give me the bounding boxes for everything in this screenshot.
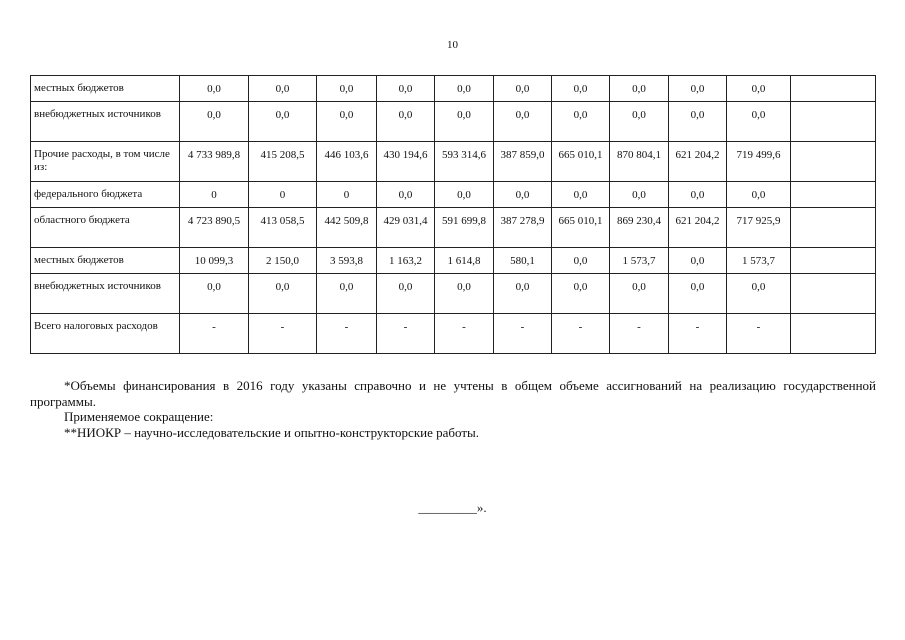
table-cell: 0: [249, 182, 317, 208]
table-cell: 0,0: [317, 102, 377, 142]
table-cell: -: [435, 314, 494, 354]
footnotes: [30, 378, 876, 440]
table-cell: 0,0: [249, 274, 317, 314]
table-cell: 446 103,6: [317, 142, 377, 182]
table-cell: 621 204,2: [669, 208, 727, 248]
table-cell: -: [610, 314, 669, 354]
table-row: [31, 182, 876, 208]
table-cell: 413 058,5: [249, 208, 317, 248]
table-cell: -: [552, 314, 610, 354]
table-cell: 0,0: [494, 274, 552, 314]
table-cell: [791, 208, 876, 248]
table-cell: 0,0: [317, 274, 377, 314]
table-row: [31, 102, 876, 142]
table-cell: 1 163,2: [377, 248, 435, 274]
table-row: [31, 248, 876, 274]
table-cell: 0,0: [180, 76, 249, 102]
table-cell: 0,0: [669, 182, 727, 208]
table-cell: 4 733 989,8: [180, 142, 249, 182]
table-cell: 0,0: [249, 76, 317, 102]
table-cell: 0,0: [669, 274, 727, 314]
row-label: местных бюджетов: [31, 248, 180, 274]
table-row: [31, 274, 876, 314]
table-cell: 0,0: [552, 76, 610, 102]
table-cell: 430 194,6: [377, 142, 435, 182]
table-cell: 593 314,6: [435, 142, 494, 182]
row-label: областного бюджета: [31, 208, 180, 248]
table-cell: 0,0: [727, 102, 791, 142]
table-cell: 0,0: [727, 76, 791, 102]
table-cell: 0,0: [435, 182, 494, 208]
table-cell: 591 699,8: [435, 208, 494, 248]
table-cell: 0,0: [669, 248, 727, 274]
table-cell: 0,0: [180, 102, 249, 142]
table-cell: 0,0: [552, 102, 610, 142]
table-cell: [791, 314, 876, 354]
table-cell: 429 031,4: [377, 208, 435, 248]
table-cell: [791, 248, 876, 274]
table-cell: 0,0: [435, 274, 494, 314]
table-cell: 0,0: [552, 182, 610, 208]
table-cell: -: [249, 314, 317, 354]
table-cell: 580,1: [494, 248, 552, 274]
row-label: федерального бюджета: [31, 182, 180, 208]
table-cell: -: [180, 314, 249, 354]
table-row: [31, 76, 876, 102]
table-cell: 2 150,0: [249, 248, 317, 274]
table-cell: [791, 274, 876, 314]
table-cell: 0,0: [494, 182, 552, 208]
table-cell: [791, 76, 876, 102]
table-cell: 0,0: [610, 102, 669, 142]
table-cell: 621 204,2: [669, 142, 727, 182]
table-body: [31, 76, 876, 354]
table-cell: 0: [180, 182, 249, 208]
table-cell: 0,0: [377, 182, 435, 208]
table-cell: 1 573,7: [727, 248, 791, 274]
table-cell: 870 804,1: [610, 142, 669, 182]
table-cell: -: [317, 314, 377, 354]
table-row: [31, 142, 876, 182]
table-cell: 387 859,0: [494, 142, 552, 182]
table-cell: 719 499,6: [727, 142, 791, 182]
table-cell: 0: [317, 182, 377, 208]
closing-line: _________».: [418, 500, 487, 515]
table-cell: 0,0: [435, 76, 494, 102]
table-cell: 387 278,9: [494, 208, 552, 248]
table-cell: 0,0: [552, 274, 610, 314]
table-cell: 0,0: [610, 76, 669, 102]
table-cell: 0,0: [180, 274, 249, 314]
table-cell: 0,0: [377, 76, 435, 102]
table-cell: 3 593,8: [317, 248, 377, 274]
table-cell: 665 010,1: [552, 208, 610, 248]
table-cell: -: [727, 314, 791, 354]
table-cell: 665 010,1: [552, 142, 610, 182]
table-cell: 0,0: [669, 102, 727, 142]
row-label: внебюджетных источников: [31, 274, 180, 314]
table-cell: 0,0: [727, 274, 791, 314]
table-cell: -: [494, 314, 552, 354]
table-cell: 0,0: [249, 102, 317, 142]
table-cell: 0,0: [377, 102, 435, 142]
table-cell: 1 614,8: [435, 248, 494, 274]
footnote-financing: *Объемы финансирования в 2016 году указаны справочно и не учтены в общем объеме ассигнований на реализацию государственной программы.: [30, 378, 876, 409]
table-cell: 442 509,8: [317, 208, 377, 248]
table-cell: [791, 102, 876, 142]
table-cell: 0,0: [494, 102, 552, 142]
table-cell: 0,0: [727, 182, 791, 208]
table-cell: 4 723 890,5: [180, 208, 249, 248]
table-cell: 0,0: [669, 76, 727, 102]
table-cell: 0,0: [610, 274, 669, 314]
table-cell: 10 099,3: [180, 248, 249, 274]
financing-table: [30, 75, 876, 354]
row-label: местных бюджетов: [31, 76, 180, 102]
table-row: [31, 208, 876, 248]
table-cell: 1 573,7: [610, 248, 669, 274]
page-number: 10: [447, 39, 458, 51]
row-label: Прочие расходы, в том числе из:: [31, 142, 180, 182]
table-cell: 0,0: [494, 76, 552, 102]
table-cell: -: [669, 314, 727, 354]
table-cell: 0,0: [610, 182, 669, 208]
table-cell: 0,0: [435, 102, 494, 142]
row-label: внебюджетных источников: [31, 102, 180, 142]
abbreviation-heading: Применяемое сокращение:: [64, 409, 214, 424]
table-cell: [791, 142, 876, 182]
table-cell: 0,0: [552, 248, 610, 274]
table-cell: 0,0: [377, 274, 435, 314]
footnote-niokr: **НИОКР – научно-исследовательские и опытно-конструкторские работы.: [64, 424, 479, 440]
table-cell: 717 925,9: [727, 208, 791, 248]
table-cell: 869 230,4: [610, 208, 669, 248]
table-cell: 0,0: [317, 76, 377, 102]
table-row: [31, 314, 876, 354]
table-cell: [791, 182, 876, 208]
row-label: Всего налоговых расходов: [31, 314, 180, 354]
table-cell: -: [377, 314, 435, 354]
table-cell: 415 208,5: [249, 142, 317, 182]
